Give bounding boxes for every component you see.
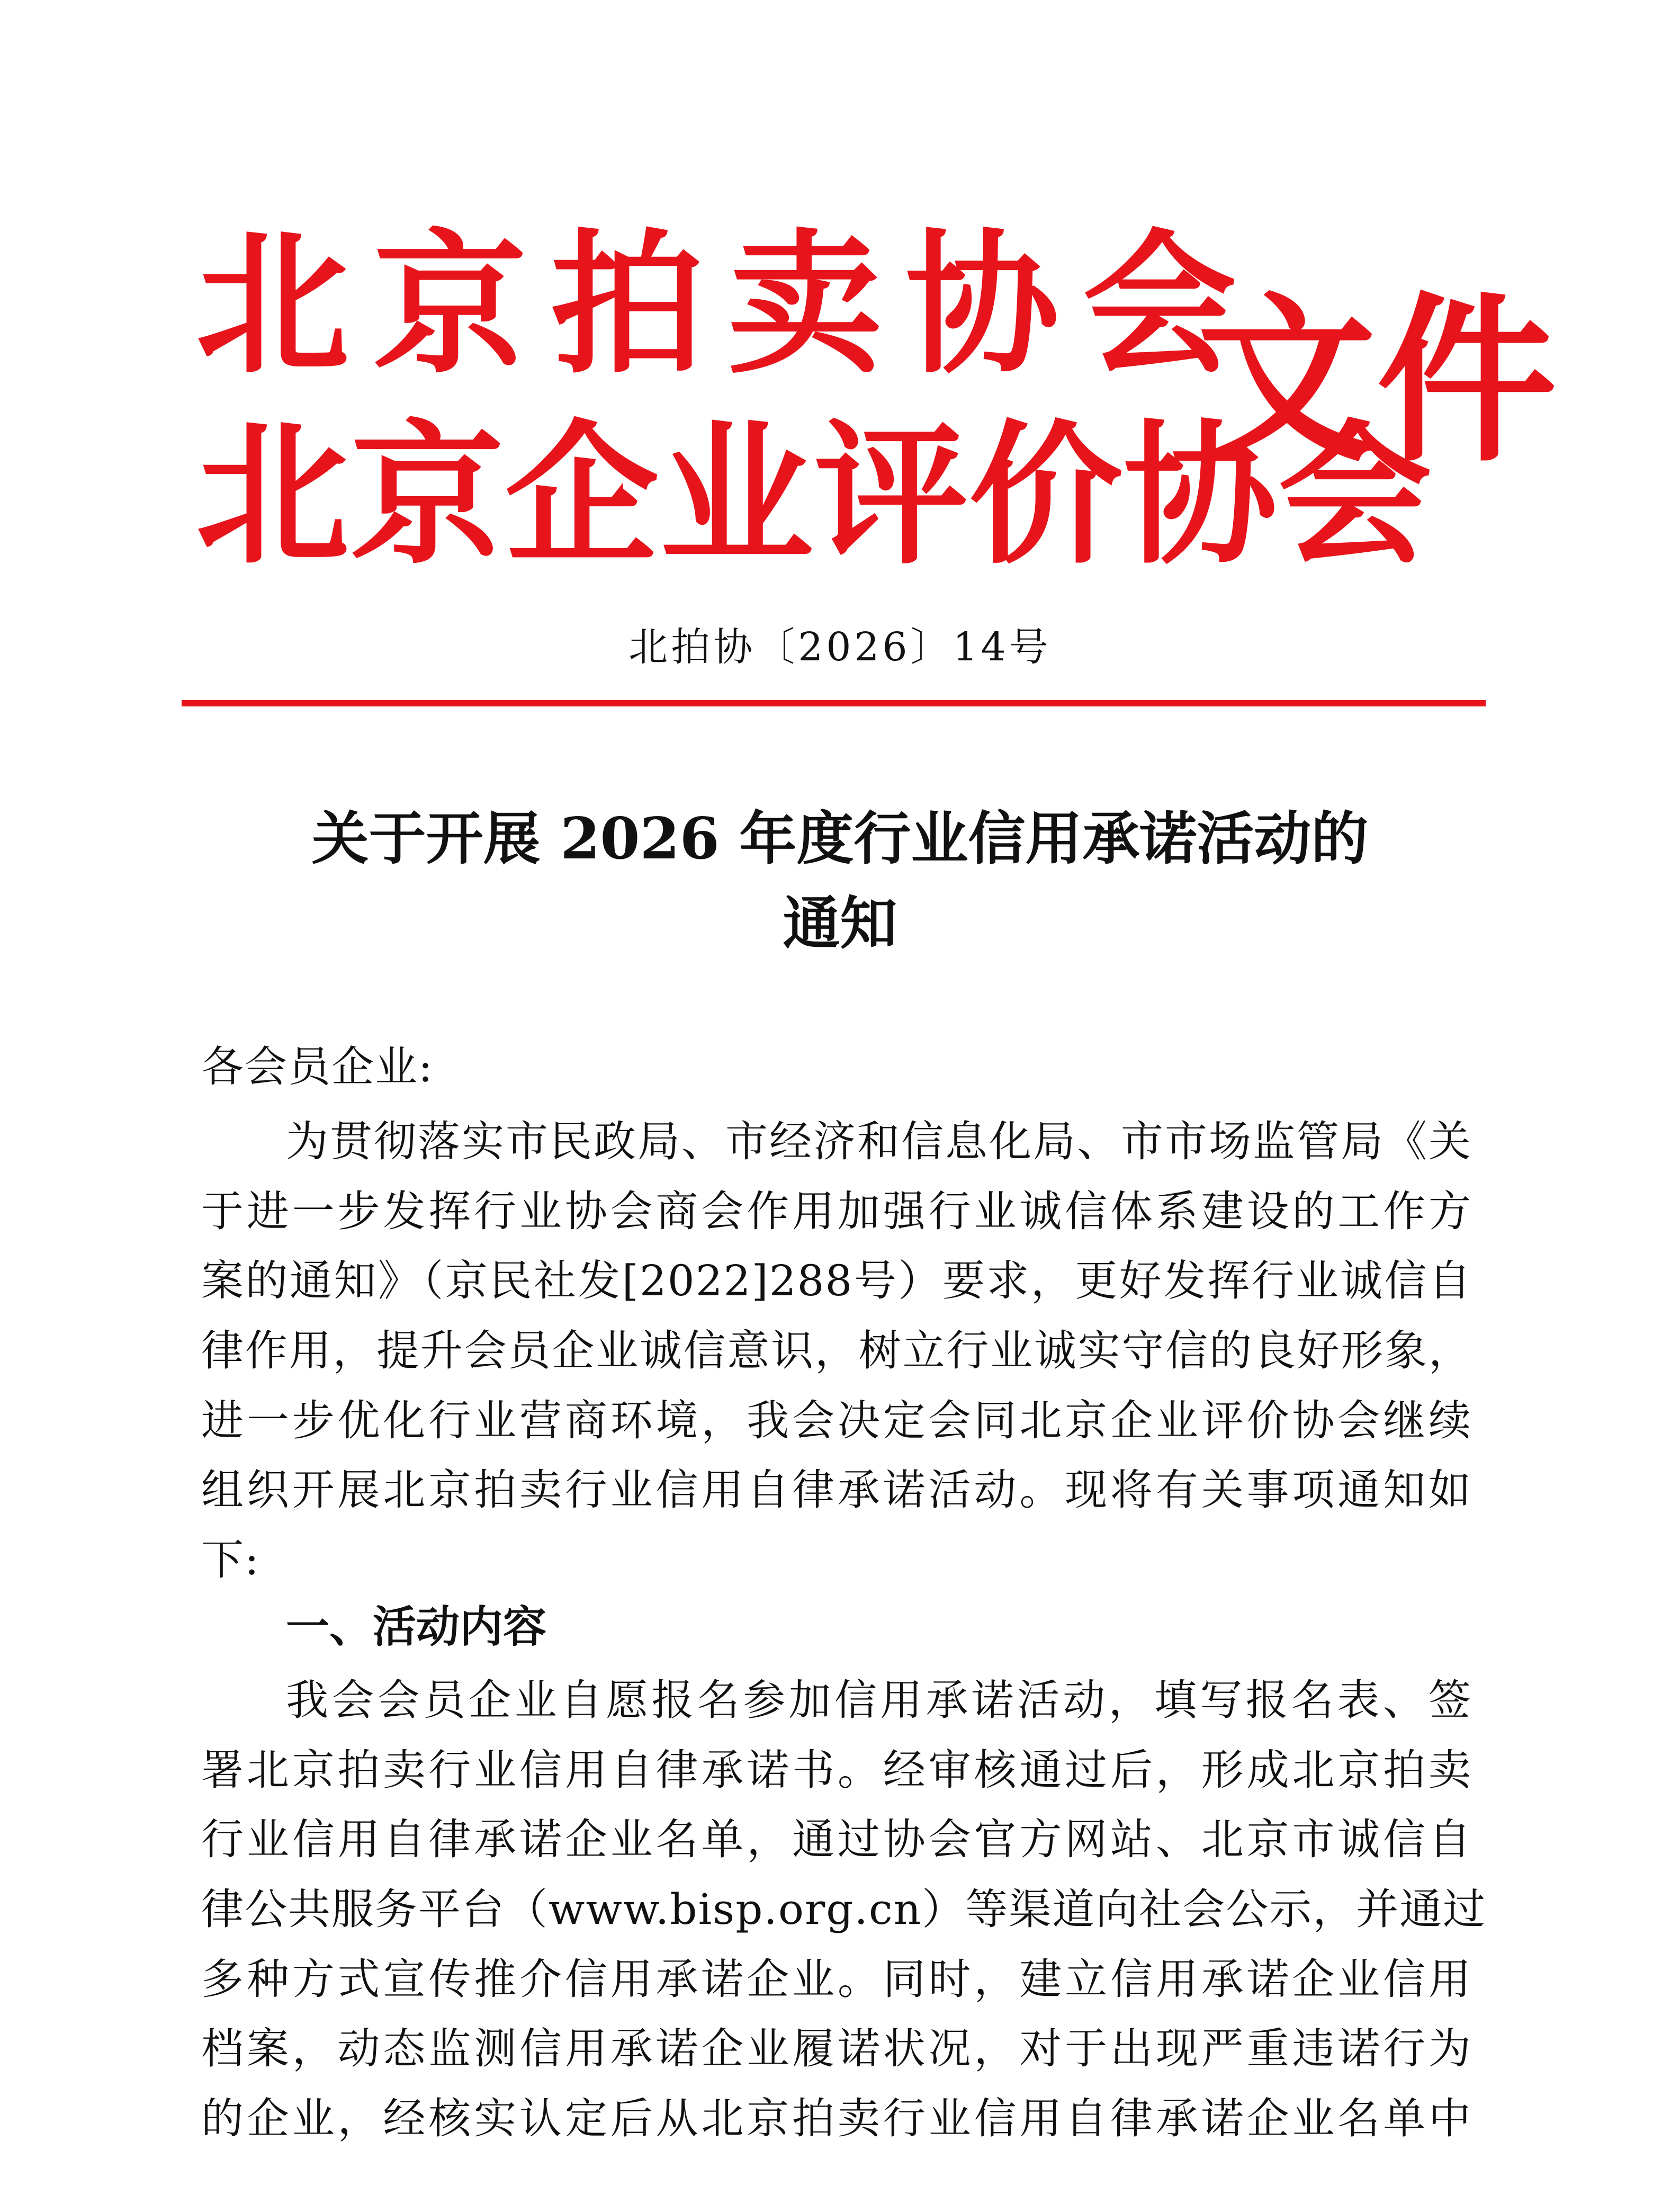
paragraph-line: 进一步优化行业营商环境，我会决定会同北京企业评价协会继续 (201, 1395, 1472, 1445)
paragraph-line: 于进一步发挥行业协会商会作用加强行业诚信体系建设的工作方 (201, 1186, 1472, 1236)
section-heading-activity-content: 一、活动内容 (286, 1602, 547, 1652)
paragraph-line: 署北京拍卖行业信用自律承诺书。经审核通过后，形成北京拍卖 (201, 1745, 1472, 1795)
paragraph-line: 下: (201, 1535, 260, 1585)
paragraph-activity-content (201, 1665, 1487, 2154)
paragraph-intro (201, 1107, 1472, 1595)
document-number: 北拍协〔2026〕14号 (628, 624, 1052, 670)
paragraph-line: 为贯彻落实市民政局、市经济和信息化局、市市场监管局《关 (286, 1117, 1472, 1166)
paragraph-line: 我会会员企业自愿报名参加信用承诺活动，填写报名表、签 (286, 1676, 1472, 1725)
paragraph-line: 律作用，提升会员企业诚信意识，树立行业诚实守信的良好形象， (201, 1326, 1472, 1376)
salutation: 各会员企业: (201, 1042, 434, 1091)
paragraph-line: 的企业，经核实认定后从北京拍卖行业信用自律承诺企业名单中 (201, 2094, 1472, 2144)
document-type-label: 文件 (1197, 275, 1557, 487)
red-letterhead (196, 214, 1557, 625)
red-divider-line (182, 700, 1486, 706)
paragraph-line: 多种方式宣传推介信用承诺企业。同时，建立信用承诺企业信用 (201, 1954, 1472, 2004)
issuer-name-enterprise-evaluation-association: 北京企业评价协会 (196, 405, 1433, 585)
paragraph-line: 档案，动态监测信用承诺企业履诺状况，对于出现严重违诺行为 (201, 2024, 1472, 2074)
document-title-line-1: 关于开展 2026 年度行业信用承诺活动的 (311, 805, 1369, 872)
paragraph-line: 行业信用自律承诺企业名单，通过协会官方网站、北京市诚信自 (201, 1815, 1472, 1865)
paragraph-line: 组织开展北京拍卖行业信用自律承诺活动。现将有关事项通知如 (201, 1465, 1472, 1515)
issuer-name-auction-association: 北京拍卖协会 (196, 214, 1260, 395)
document-title-line-2: 通知 (783, 890, 897, 957)
paragraph-line: 律公共服务平台（www.bisp.org.cn）等渠道向社会公示，并通过 (201, 1885, 1487, 1934)
paragraph-line: 案的通知》（京民社发[2022]288号）要求，更好发挥行业诚信自 (201, 1256, 1472, 1306)
